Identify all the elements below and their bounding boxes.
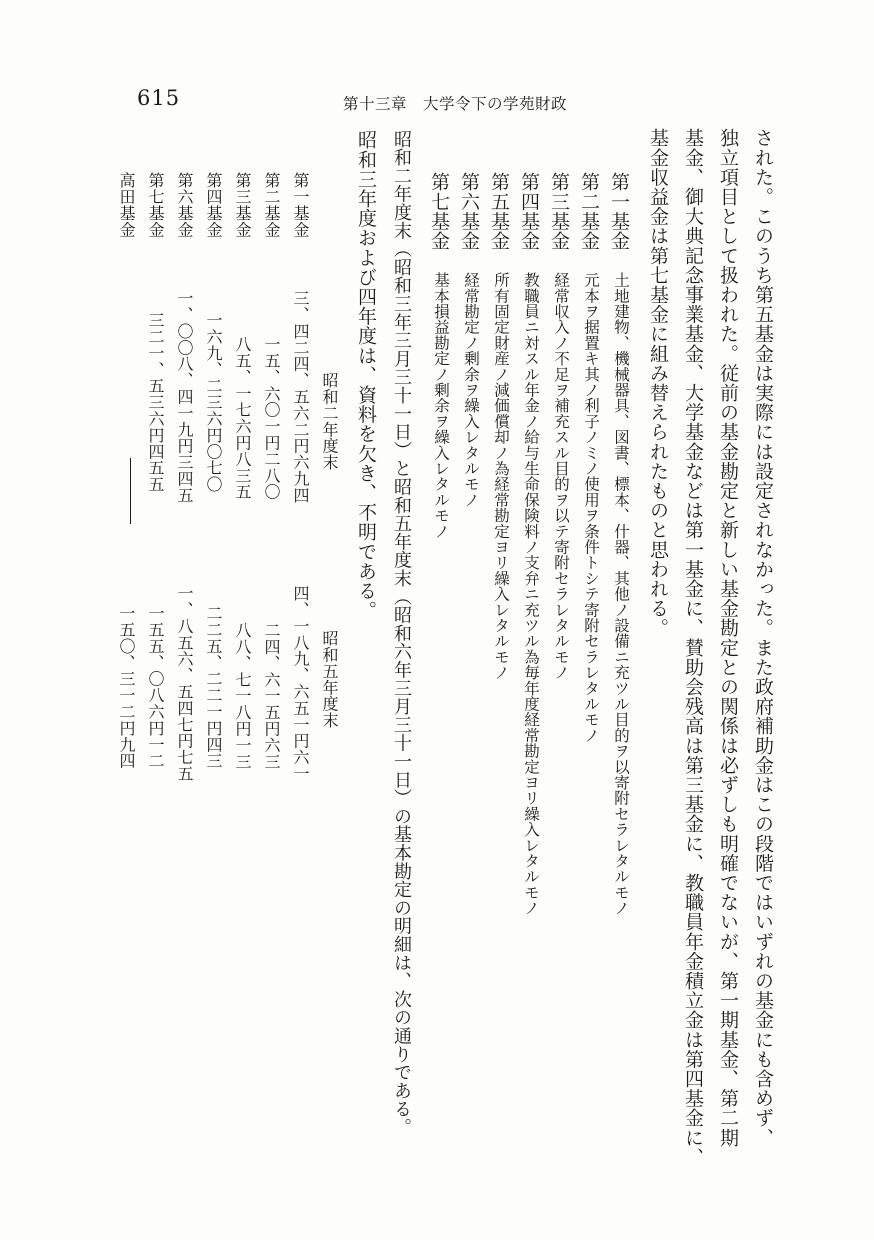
fund-definition-text: 所有固定財産ノ減価償却ノ為経常勘定ヨリ繰入レタルモノ (492, 272, 510, 681)
table-cell-s2: 三、四二四、五六二円六九四 (291, 290, 310, 504)
paragraph-line: 昭和二年度末（昭和三年三月三十一日）と昭和五年度末（昭和六年三月三十一日）の基本勘定の明細は、次の通りである。 (391, 130, 412, 1137)
table-row-label: 第七基金 (146, 172, 165, 238)
paragraph-line: 基金収益金は第七基金に組み替えられたものと思われる。 (647, 128, 669, 638)
table-cell-s2: 三二一、五三六円四五五 (146, 312, 165, 493)
table-row-label: 高田基金 (117, 172, 136, 238)
paragraph-line: 基金、御大典記念事業基金、大学基金などは第一基金に、賛助会残高は第三基金に、教職員年金積立金は第四基金に、 (682, 128, 704, 1167)
table-cell-s5: 八八、七一八円一三 (233, 622, 252, 770)
fund-definition-name: 第一基金 (608, 172, 630, 251)
table-cell-s5: 二二五、二二一円四三 (204, 605, 223, 769)
table-cell-s5: 一、八五六、五四七円七五 (175, 585, 194, 782)
fund-definition-text: 経常勘定ノ剰余ヲ繰入レタルモノ (462, 272, 480, 508)
paragraph-line: 独立項目として扱われた。従前の基金勘定と新しい基金勘定との関係は必ずしも明確でないが、第一期基金、第二期 (717, 128, 739, 1148)
table-row-label: 第六基金 (175, 172, 194, 238)
table-row-label: 第一基金 (291, 172, 310, 238)
table-cell-s5: 一五五、〇八六円一二 (146, 605, 165, 769)
table-cell-s5: 四、一八九、六五一円六一 (291, 585, 310, 782)
table-header: 昭和五年度末 (320, 630, 339, 729)
fund-definition-text: 基本損益勘定ノ剰余ヲ繰入レタルモノ (432, 272, 450, 539)
table-cell-s5: 二四、六一五円六三 (262, 622, 281, 770)
page-number: 615 (137, 86, 181, 110)
fund-definition-name: 第六基金 (458, 172, 480, 251)
fund-definition-name: 第七基金 (428, 172, 450, 251)
running-head: 第十三章 大学令下の学苑財政 (343, 95, 568, 113)
table-cell-s5: 一五〇、三一二円九四 (117, 605, 136, 769)
em-dash-mark (130, 458, 131, 524)
table-cell-s2: 一六九、二三六円〇七〇 (204, 312, 223, 493)
fund-definition-text: 経常収入ノ不足ヲ補充スル目的ヲ以テ寄附セラレタルモノ (552, 272, 570, 681)
table-cell-s2: 一五、六〇一円二八〇 (262, 336, 281, 500)
fund-definition-name: 第三基金 (548, 172, 570, 251)
fund-definition-text: 教職員ニ対スル年金ノ給与生命保険料ノ支弁ニ充ツル為毎年度経常勘定ヨリ繰入レタルモノ (522, 272, 540, 916)
table-row-label: 第四基金 (204, 172, 223, 238)
table-header: 昭和二年度末 (320, 372, 339, 471)
fund-definition-text: 元本ヲ据置キ其ノ利子ノミノ使用ヲ条件トシテ寄附セラレタルモノ (582, 272, 600, 743)
paragraph-line: 昭和三年度および四年度は、資料を欠き、不明である。 (355, 130, 377, 620)
fund-definition-text: 土地建物、機械器具、図書、標本、什器、其他ノ設備ニ充ツル目的ヲ以寄附セラレタルモノ (612, 272, 630, 916)
fund-definition-name: 第二基金 (578, 172, 600, 251)
table-cell-s2: 八五、一七六円八三五 (233, 336, 252, 500)
table-cell-s2: 一、〇〇八、四一九円三四五 (175, 290, 194, 504)
fund-definition-name: 第五基金 (488, 172, 510, 251)
table-row-label: 第二基金 (262, 172, 281, 238)
paragraph-line: された。このうち第五基金は実際には設定されなかった。また政府補助金はこの段階ではいずれの基金にも含めず、 (752, 128, 774, 1148)
fund-definition-name: 第四基金 (518, 172, 540, 251)
table-row-label: 第三基金 (233, 172, 252, 238)
